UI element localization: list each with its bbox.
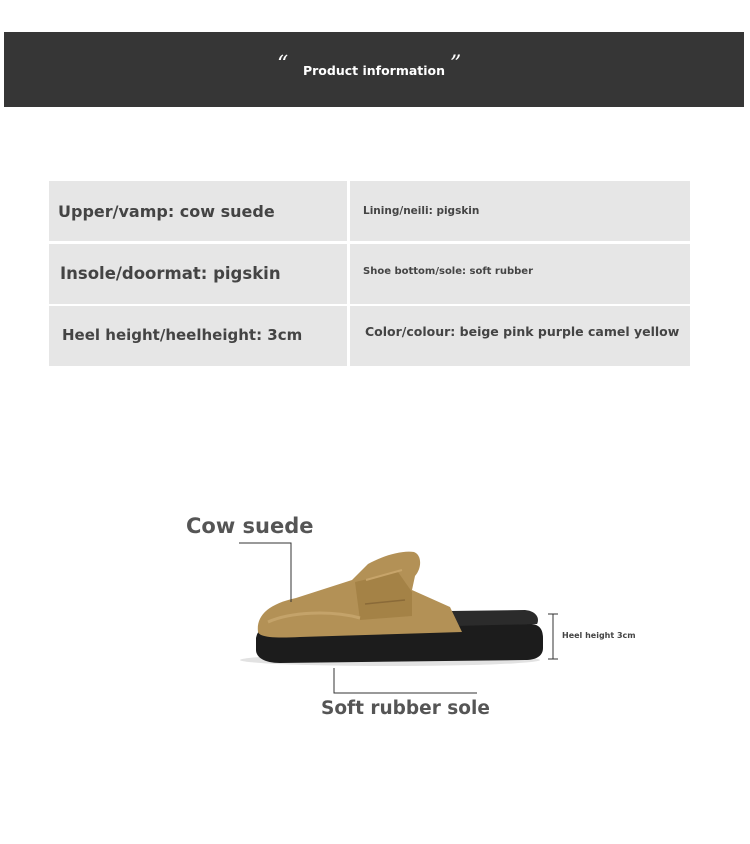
spec-text-insole: Insole/doormat: pigskin — [60, 264, 281, 283]
spec-text-upper: Upper/vamp: cow suede — [58, 202, 275, 221]
heel-height-label: Heel height 3cm — [562, 631, 636, 640]
spec-cell-sole — [350, 244, 690, 304]
upper-material-label: Cow suede — [186, 514, 314, 538]
banner-title: Product information — [302, 63, 446, 78]
spec-text-sole: Shoe bottom/sole: soft rubber — [363, 266, 534, 277]
close-quote-mark: ” — [450, 52, 462, 77]
spec-cell-lining — [350, 181, 690, 241]
spec-cell-insole — [49, 244, 347, 304]
spec-text-lining: Lining/neili: pigskin — [363, 205, 480, 217]
header-banner — [4, 32, 744, 107]
sole-material-label: Soft rubber sole — [321, 698, 490, 719]
upper-leader-line — [239, 543, 291, 602]
open-quote-mark: “ — [277, 52, 289, 77]
footbed-shape — [450, 610, 538, 626]
spec-text-color: Color/colour: beige pink purple camel yellow — [365, 324, 680, 339]
spec-cell-heel — [49, 306, 347, 366]
product-diagram — [0, 500, 750, 740]
spec-text-heel: Heel height/heelheight: 3cm — [62, 326, 303, 344]
spec-cell-upper — [49, 181, 347, 241]
spec-cell-color — [350, 306, 690, 366]
sole-leader-line — [334, 668, 477, 693]
